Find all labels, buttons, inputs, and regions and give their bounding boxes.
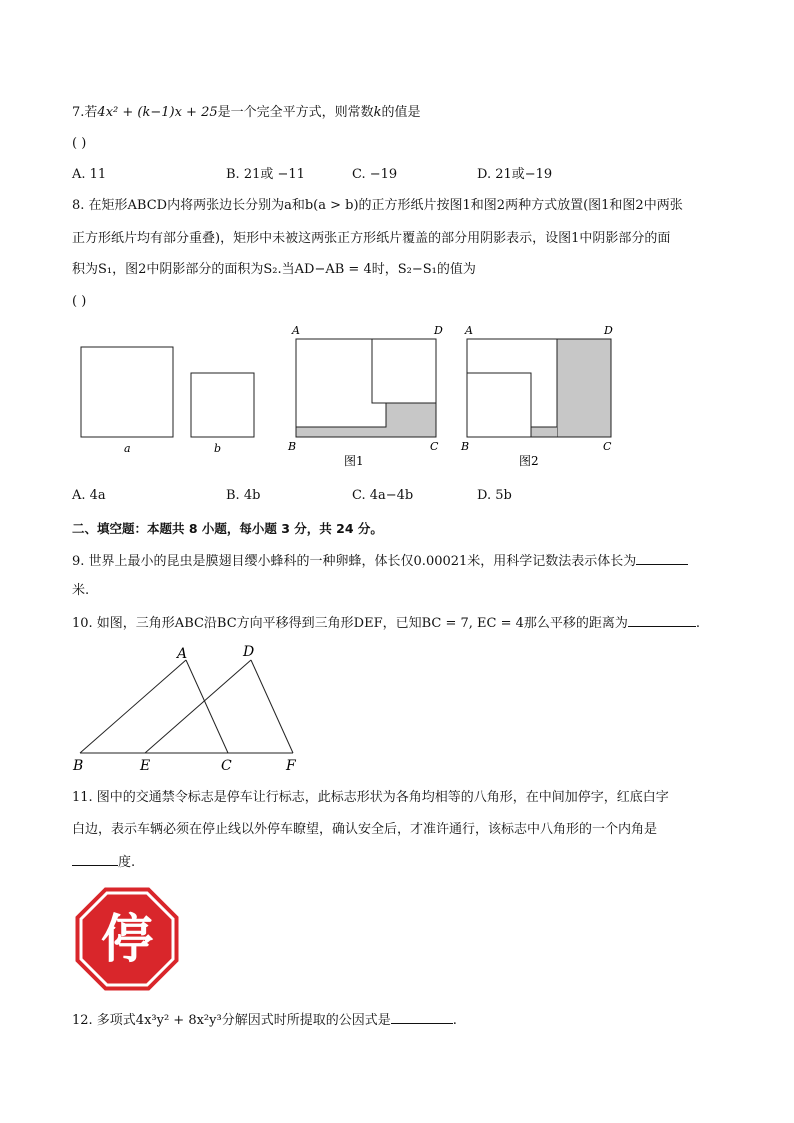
q9-line2: 米. <box>72 583 90 598</box>
q8-paren: ( ) <box>72 294 87 309</box>
q10-point-c: C <box>221 758 232 774</box>
q7-mid: 是一个完全平方式，则常数 <box>217 105 374 120</box>
q10-point-a: A <box>177 646 188 662</box>
fig2-vertex-b: B <box>461 440 470 453</box>
q10-text: 10. 如图，三角形ABC沿BC方向平移得到三角形DEF，已知BC = 7, EC = 4那么平移的距离为 <box>72 616 628 631</box>
square-a <box>81 347 173 437</box>
q9-line1 <box>72 552 688 570</box>
q7-var: k <box>373 105 382 120</box>
section-2-heading: 二、填空题：本题共 8 小题，每小题 3 分，共 24 分。 <box>72 521 383 536</box>
square-b <box>191 373 254 437</box>
stop-sign-character: 停 <box>100 910 154 970</box>
q8-option-d: D. 5b <box>477 488 512 503</box>
q8-line3: 积为S₁，图2中阴影部分的面积为S₂.当AD−AB = 4时，S₂−S₁的值为 <box>72 262 476 277</box>
fig1-square-b <box>372 339 436 403</box>
fig2-vertex-a: A <box>465 324 473 337</box>
q10-point-f: F <box>286 758 296 774</box>
q7-option-a: A. 11 <box>72 167 107 182</box>
q10-end: . <box>695 616 701 631</box>
fig2-shaded-region-right <box>557 339 611 437</box>
q11-line2: 白边，表示车辆必须在停止线以外停车瞭望，确认安全后，才准许通行，该标志中八角形的一个内角是 <box>72 822 658 837</box>
q8-option-a: A. 4a <box>72 488 106 503</box>
q10-point-d: D <box>243 644 255 660</box>
q10-line1 <box>72 614 700 632</box>
q11-suffix: 度. <box>118 855 136 870</box>
fig1-vertex-d: D <box>434 324 443 337</box>
q10-answer-blank[interactable] <box>628 614 696 627</box>
q7-post: 的值是 <box>381 105 421 120</box>
q7-option-c: C. −19 <box>352 167 398 182</box>
q7-pre: 若 <box>84 105 98 120</box>
q10-figure <box>0 640 794 780</box>
q8-line2: 正方形纸片均有部分重叠)，矩形中未被这两张正方形纸片覆盖的部分用阴影表示，设图1中阴影部分的面 <box>72 231 671 246</box>
stop-sign-figure <box>74 886 180 992</box>
fig2-vertex-c: C <box>603 440 612 453</box>
q11-line3 <box>72 853 135 871</box>
q12-answer-blank[interactable] <box>391 1011 453 1024</box>
q7-stem <box>72 105 421 121</box>
q8-figure <box>0 320 794 470</box>
q9-answer-blank[interactable] <box>636 552 688 565</box>
q11-line1: 11. 图中的交通禁令标志是停车让行标志，此标志形状为各角均相等的八角形，在中间加停字，红底白字 <box>72 790 669 805</box>
fig1-vertex-b: B <box>288 440 297 453</box>
fig1-vertex-c: C <box>430 440 439 453</box>
q7-paren: ( ) <box>72 136 87 151</box>
q12-text: 12. 多项式4x³y² + 8x²y³分解因式时所提取的公因式是 <box>72 1013 391 1028</box>
q10-point-e: E <box>140 758 151 774</box>
fig1-shaded-region <box>296 403 436 437</box>
q9-text: 9. 世界上最小的昆虫是膜翅目缨小蜂科的一种卵蜂，体长仅0.00021米，用科学记数法表示体长为 <box>72 554 637 569</box>
fig2-vertex-d: D <box>604 324 613 337</box>
q8-line1: 8. 在矩形ABCD内将两张边长分别为a和b(a > b)的正方形纸片按图1和图2两种方式放置(图1和图2中两张 <box>72 198 683 213</box>
fig1-vertex-a: A <box>292 324 300 337</box>
fig1-caption: 图1 <box>344 454 364 468</box>
q7-number: 7. <box>72 105 85 120</box>
fig2-square-b <box>467 373 531 437</box>
fig2-shaded-region-bottom <box>531 427 557 437</box>
q7-expression: 4x² + (k−1)x + 25 <box>97 105 218 120</box>
q12-end: . <box>452 1013 457 1028</box>
q8-option-b: B. 4b <box>226 488 261 503</box>
square-a-label: a <box>124 442 131 455</box>
q7-option-d: D. 21或−19 <box>477 167 553 182</box>
fig2-caption: 图2 <box>519 454 539 468</box>
q11-answer-blank[interactable] <box>72 853 118 866</box>
square-b-label: b <box>214 442 222 455</box>
q10-point-b: B <box>73 758 84 774</box>
q7-option-b: B. 21或 −11 <box>226 167 305 182</box>
q12-line1 <box>72 1011 457 1029</box>
q8-option-c: C. 4a−4b <box>352 488 414 503</box>
